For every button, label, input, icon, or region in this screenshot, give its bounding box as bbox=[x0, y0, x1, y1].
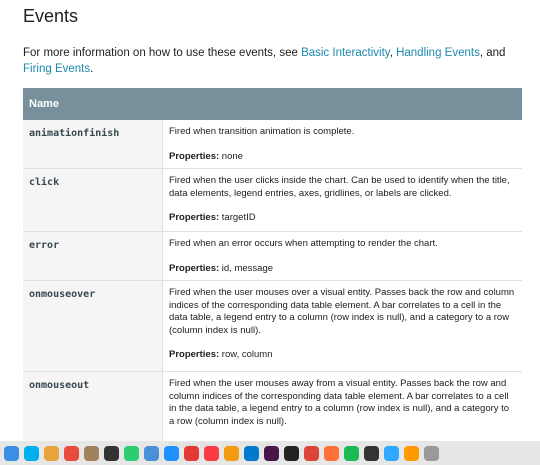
event-name: error bbox=[23, 232, 163, 280]
blocked-icon[interactable] bbox=[184, 446, 199, 461]
handling-events-link[interactable]: Handling Events bbox=[396, 47, 480, 59]
event-description-cell bbox=[163, 232, 522, 280]
spotify-icon[interactable] bbox=[344, 446, 359, 461]
properties-label: Properties: bbox=[169, 212, 220, 223]
event-description: Fired when the user mouses over a visual entity. Passes back the row and column indices of the corresponding data table element. A bar correlates to a cell in the data table, a legend entry to a column (row index is null), and a category to a row (column index is null). bbox=[169, 287, 515, 336]
event-description-cell bbox=[163, 120, 522, 168]
column-header-name: Name bbox=[29, 98, 59, 110]
properties-value: targetID bbox=[221, 212, 256, 223]
event-description-cell bbox=[163, 372, 522, 442]
event-properties bbox=[169, 212, 516, 225]
table-row bbox=[23, 281, 522, 372]
numbers-icon[interactable] bbox=[124, 446, 139, 461]
properties-value: none bbox=[221, 150, 243, 162]
table-row bbox=[23, 232, 522, 281]
intro-separator: , and bbox=[479, 47, 506, 59]
clock-icon[interactable] bbox=[104, 446, 119, 461]
chrome-icon[interactable] bbox=[304, 446, 319, 461]
skype-icon[interactable] bbox=[24, 446, 39, 461]
properties-label: Properties: bbox=[169, 349, 220, 360]
event-name: onmouseover bbox=[23, 281, 163, 371]
table-row bbox=[23, 372, 522, 443]
basic-interactivity-link[interactable]: Basic Interactivity bbox=[301, 47, 390, 59]
photoshop-icon[interactable] bbox=[384, 446, 399, 461]
event-name: animationfinish bbox=[23, 120, 163, 168]
dock bbox=[0, 441, 540, 465]
table-header bbox=[23, 88, 522, 120]
event-description: Fired when the user mouses away from a visual entity. Passes back the row and column indices of the corresponding data table element. A bar correlates to a cell in the data table, a legend entry to a column (row index is null), and a category to a row (column index is null). bbox=[169, 378, 510, 427]
intro-suffix: . bbox=[90, 63, 94, 75]
event-properties bbox=[169, 263, 516, 276]
appstore-icon[interactable] bbox=[164, 446, 179, 461]
properties-value: row, column bbox=[221, 349, 273, 360]
books-icon[interactable] bbox=[224, 446, 239, 461]
properties-value: id, message bbox=[221, 262, 274, 274]
photos-icon[interactable] bbox=[44, 446, 59, 461]
event-name: onmouseout bbox=[23, 372, 163, 442]
event-description-cell bbox=[163, 281, 522, 371]
events-table bbox=[23, 88, 522, 443]
keynote-icon[interactable] bbox=[144, 446, 159, 461]
terminal-icon[interactable] bbox=[284, 446, 299, 461]
console-icon[interactable] bbox=[364, 446, 379, 461]
firefox-icon[interactable] bbox=[324, 446, 339, 461]
event-properties bbox=[169, 349, 516, 362]
event-description: Fired when the user clicks inside the chart. Can be used to identify when the title, data elements, legend entries, axes, gridlines, or labels are clicked. bbox=[169, 175, 510, 199]
intro-text: For more information on how to use these events, see bbox=[23, 47, 302, 59]
event-description: Fired when an error occurs when attempting to render the chart. bbox=[169, 238, 438, 249]
table-row bbox=[23, 169, 522, 232]
intro-separator: , bbox=[389, 47, 397, 59]
event-description: Fired when transition animation is complete. bbox=[169, 126, 355, 137]
event-description-cell bbox=[163, 169, 522, 231]
contacts-icon[interactable] bbox=[84, 446, 99, 461]
page-title: Events bbox=[23, 6, 79, 26]
event-name: click bbox=[23, 169, 163, 231]
vscode-icon[interactable] bbox=[244, 446, 259, 461]
firing-events-link[interactable]: Firing Events bbox=[23, 63, 91, 75]
table-row bbox=[23, 120, 522, 169]
intro-paragraph bbox=[23, 45, 523, 77]
properties-label: Properties: bbox=[169, 150, 220, 162]
properties-label: Properties: bbox=[169, 262, 220, 274]
finder-icon[interactable] bbox=[4, 446, 19, 461]
slack-icon[interactable] bbox=[264, 446, 279, 461]
calendar-icon[interactable] bbox=[64, 446, 79, 461]
trash-icon[interactable] bbox=[424, 446, 439, 461]
event-properties bbox=[169, 151, 516, 164]
music-icon[interactable] bbox=[204, 446, 219, 461]
illustrator-icon[interactable] bbox=[404, 446, 419, 461]
